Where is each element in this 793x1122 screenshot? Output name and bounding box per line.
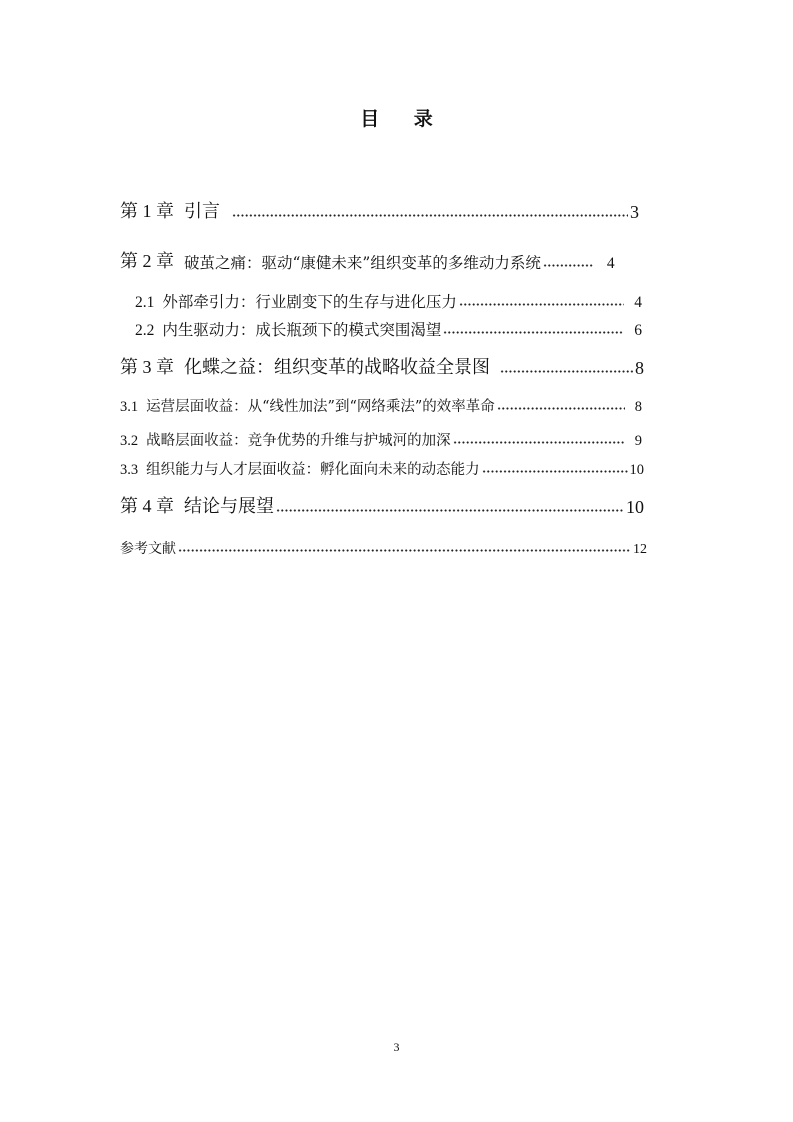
entry-text: 引言 [184,201,220,222]
entry-text: 外部牵引力：行业剧变下的生存与进化压力 [162,293,457,311]
entry-prefix: 2.1 [135,294,155,311]
toc-entry-chapter-2[interactable] [120,249,641,273]
entry-prefix: 第 2 章 [120,251,174,271]
entry-page: 3 [630,202,639,222]
entry-prefix: 第 4 章 [120,496,174,516]
dot-leader [482,470,628,473]
entry-prefix: 3.2 [120,433,139,449]
dot-leader [500,370,633,373]
entry-text: 运营层面收益：从“线性加法”到“网络乘法”的效率革命 [146,399,495,415]
toc-entry-references[interactable] [120,534,647,558]
entry-prefix: 第 1 章 [120,201,174,221]
dot-leader [497,407,625,410]
entry-page: 12 [633,542,647,557]
entry-page: 4 [634,294,642,311]
dot-leader [453,441,625,444]
entry-page: 9 [634,433,642,449]
dot-leader [178,549,631,552]
toc-entry-2-2[interactable] [135,316,642,340]
entry-text: 内生驱动力：成长瓶颈下的模式突围渴望 [162,321,442,339]
entry-page: 10 [629,462,644,478]
dot-leader [459,303,624,306]
entry-prefix: 2.2 [135,322,155,339]
dot-leader [232,214,628,217]
toc-entry-2-1[interactable] [135,288,642,312]
toc-title: 目 录 [360,108,447,130]
page-number: 3 [393,1040,400,1054]
entry-page: 6 [634,322,642,339]
toc-entry-chapter-3[interactable] [120,355,644,379]
entry-text: 化蝶之益：组织变革的战略收益全景图 [184,357,490,378]
dot-leader [543,264,593,267]
toc-entry-chapter-4[interactable] [120,494,644,518]
dot-leader [276,509,624,512]
entry-text: 组织能力与人才层面收益：孵化面向未来的动态能力 [146,462,480,478]
toc-entry-3-2[interactable] [120,426,642,450]
entry-text: 参考文献 [120,541,176,557]
entry-text: 战略层面收益：竞争优势的升维与护城河的加深 [146,433,451,449]
entry-page: 10 [626,497,644,517]
toc-entry-3-3[interactable] [120,455,644,479]
toc-entry-chapter-1[interactable] [120,199,639,223]
entry-page: 4 [606,255,615,272]
entry-prefix: 3.3 [120,462,139,478]
dot-leader [443,331,624,334]
entry-prefix: 第 3 章 [120,357,174,377]
entry-prefix: 3.1 [120,399,139,415]
entry-text: 破茧之痛：驱动“康健未来”组织变革的多维动力系统 [184,254,541,272]
entry-page: 8 [634,399,642,415]
toc-entry-3-1[interactable] [120,392,642,416]
entry-page: 8 [635,358,644,378]
entry-text: 结论与展望 [184,496,274,517]
